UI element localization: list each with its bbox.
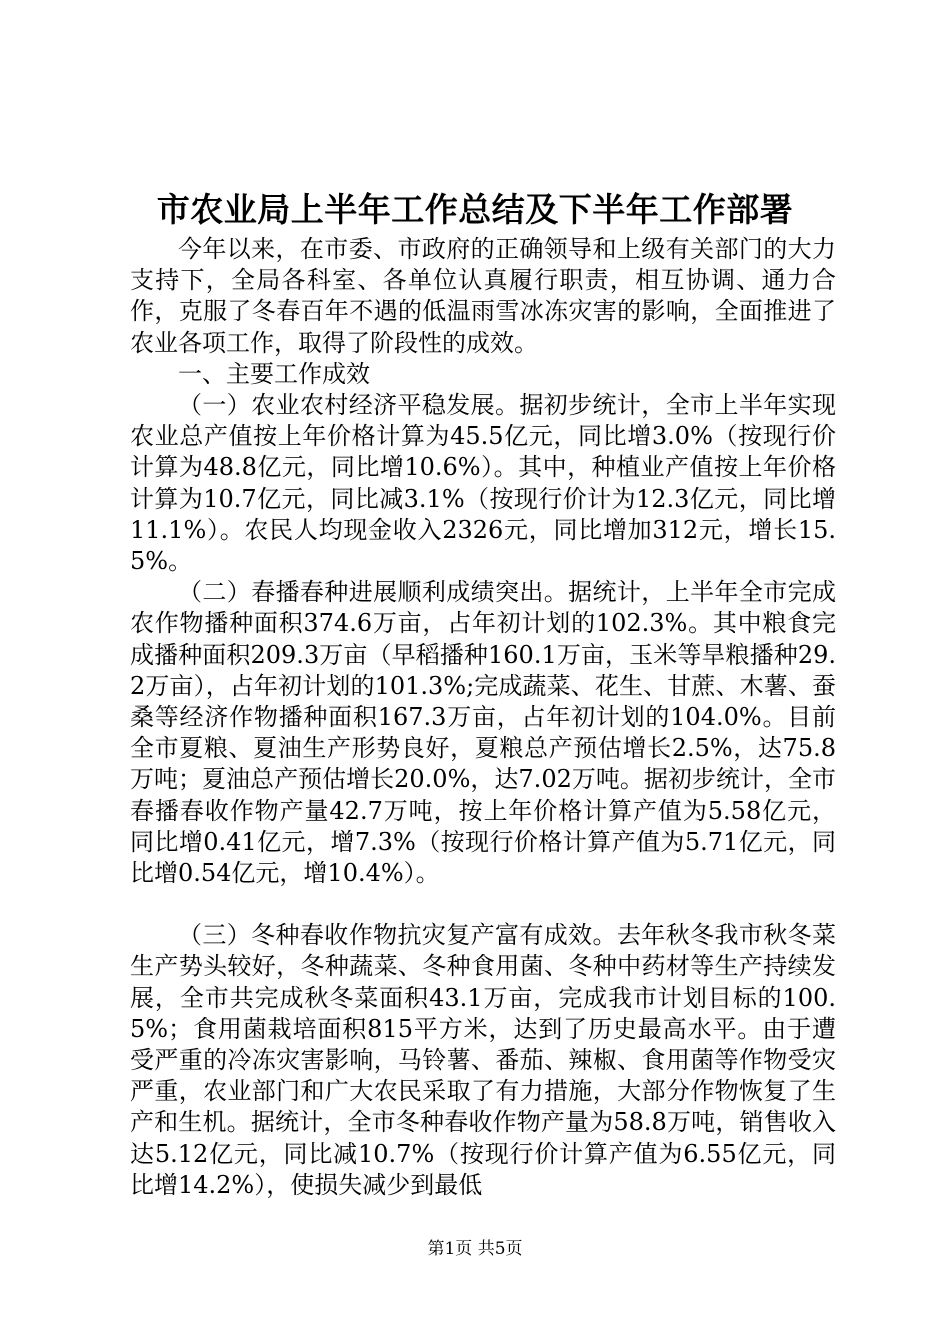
intro-paragraph: 今年以来，在市委、市政府的正确领导和上级有关部门的大力支持下，全局各科室、各单位认真履行职责，相互协调、通力合作，克服了冬春百年不遇的低温雨雪冰冻灾害的影响，全面推进了农业各项工作，取得了阶段性的成效。 — [130, 235, 836, 357]
paragraph-item-1: （一）农业农村经济平稳发展。据初步统计，全市上半年实现农业总产值按上年价格计算为45.5亿元，同比增3.0%（按现行价计算为48.8亿元，同比增10.6%）。其中，种植业产值按上年价格计算为10.7亿元，同比减3.1%（按现行价计为12.3亿元，同比增11.1%）。农民人均现金收入2326元，同比增加312元，增长15.5%。 — [130, 391, 836, 576]
paragraph-item-2: （二）春播春种进展顺利成绩突出。据统计，上半年全市完成农作物播种面积374.6万亩，占年初计划的102.3%。其中粮食完成播种面积209.3万亩（早稻播种160.1万亩，玉米等旱粮播种29.2万亩），占年初计划的101.3%;完成蔬菜、花生、甘蔗、木薯、蚕桑等经济作物播种面积167.3万亩，占年初计划的104.0%。目前全市夏粮、夏油生产形势良好，夏粮总产预估增长2.5%，达75.8万吨；夏油总产预估增长20.0%，达7.02万吨。据初步统计，全市春播春收作物产量42.7万吨，按上年价格计算产值为5.58亿元，同比增0.41亿元，增7.3%（按现行价格计算产值为5.71亿元，同比增0.54亿元，增10.4%）。 — [130, 578, 836, 888]
section-heading-main-achievements: 一、主要工作成效 — [178, 359, 370, 388]
document-title: 市农业局上半年工作总结及下半年工作部署 — [156, 190, 794, 229]
paragraph-item-3: （三）冬种春收作物抗灾复产富有成效。去年秋冬我市秋冬菜生产势头较好，冬种蔬菜、冬种食用菌、冬种中药材等生产持续发展，全市共完成秋冬菜面积43.1万亩，完成我市计划目标的100.5%；食用菌栽培面积815平方米，达到了历史最高水平。由于遭受严重的冷冻灾害影响，马铃薯、番茄、辣椒、食用菌等作物受灾严重，农业部门和广大农民采取了有力措施，大部分作物恢复了生产和生机。据统计，全市冬种春收作物产量为58.8万吨，销售收入达5.12亿元，同比减10.7%（按现行价计算产值为6.55亿元，同比增14.2%），使损失减少到最低 — [130, 921, 836, 1199]
document-body — [130, 234, 836, 1201]
page-number-footer: 第1页 共5页 — [427, 1239, 523, 1259]
